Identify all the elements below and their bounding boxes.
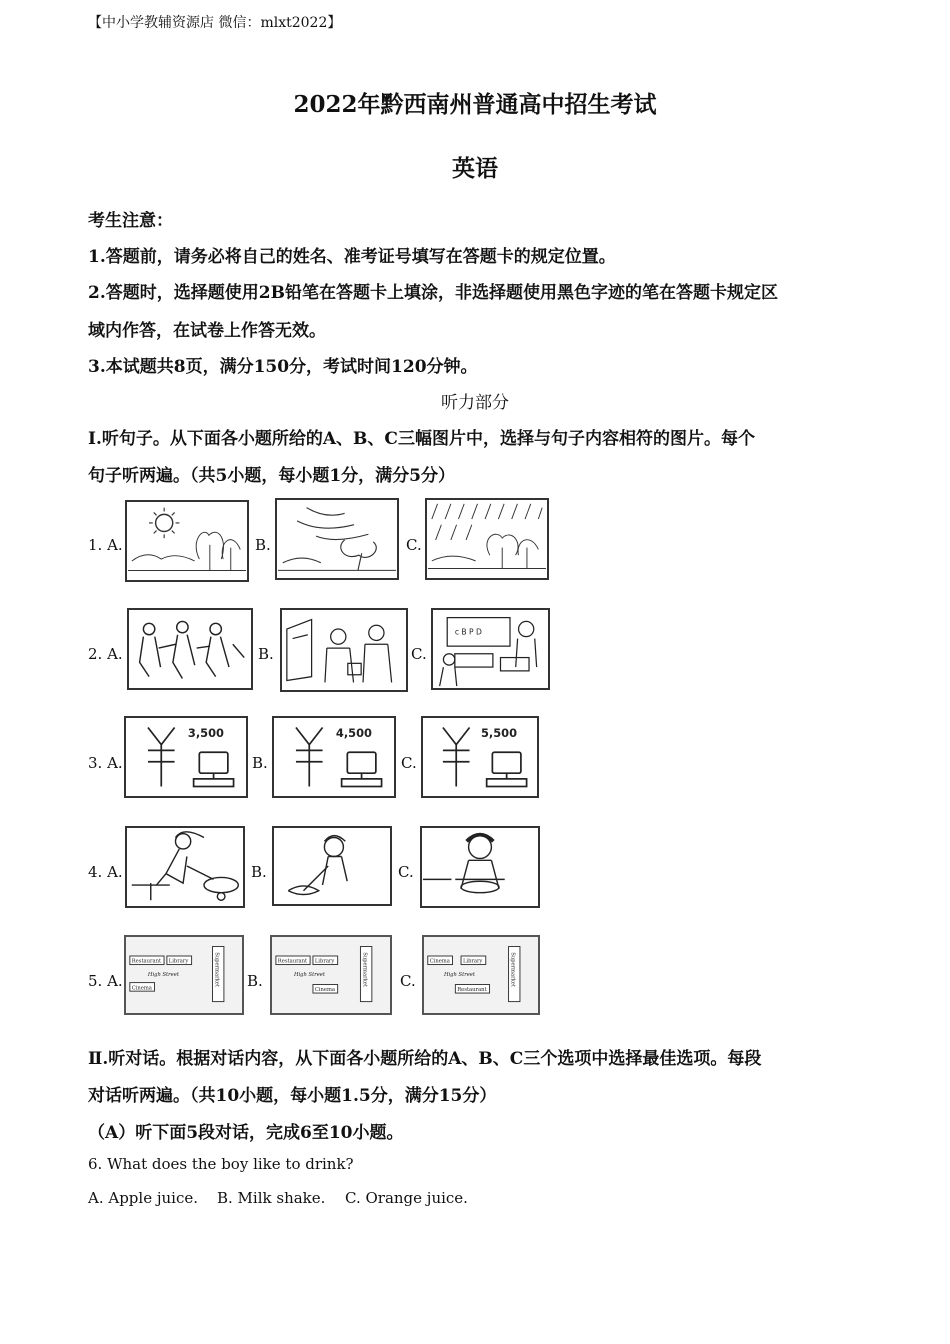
q5-c-building-2: Library [462, 958, 483, 965]
q4-picture-b [272, 826, 392, 906]
q2-picture-c [431, 608, 550, 690]
q5-map-c [422, 935, 540, 1015]
q2-label-a: 2. A. [88, 645, 123, 663]
q2-picture-b [280, 608, 408, 692]
notice-item-2-cont: 域内作答，在试卷上作答无效。 [88, 321, 326, 341]
q5-c-street: High Street [443, 971, 475, 978]
q1-label-a: 1. A. [88, 536, 123, 554]
q5-label-c: C. [400, 972, 416, 990]
q2-label-b: B. [258, 645, 274, 663]
q2-picture-a [127, 608, 253, 690]
q1-picture-b [275, 498, 399, 580]
q3-price-a: 3,500 [187, 726, 224, 741]
q4-label-c: C. [398, 863, 414, 881]
q5-a-street: High Street [147, 971, 179, 978]
q3-picture-c [421, 716, 539, 798]
q5-a-building-2: Library [168, 958, 189, 965]
notice-item-3: 3.本试题共8页，满分150分，考试时间120分钟。 [88, 357, 478, 377]
section2-part-a: （A）听下面5段对话，完成6至10小题。 [88, 1123, 404, 1143]
q1-picture-c [425, 498, 549, 580]
q1-picture-a [125, 500, 249, 582]
section2-instruction-1: Ⅱ.听对话。根据对话内容，从下面各小题所给的A、B、C三个选项中选择最佳选项。每段 [88, 1049, 762, 1069]
q4-picture-c [420, 826, 540, 908]
q4-label-b: B. [251, 863, 267, 881]
q5-a-building-1: Restaurant [131, 958, 162, 965]
q5-b-supermarket: Supermarket [361, 952, 368, 987]
q5-a-building-3: Cinema [131, 985, 152, 992]
svg-text:c B P D: c B P D [454, 627, 482, 637]
q5-c-supermarket: Supermarket [509, 952, 516, 987]
q5-label-b: B. [247, 972, 263, 990]
section1-instruction-2: 句子听两遍。（共5小题，每小题1分，满分5分） [88, 466, 455, 486]
q3-price-c: 5,500 [480, 726, 518, 741]
notice-heading: 考生注意： [88, 211, 173, 231]
q6-option-b: B. Milk shake. [217, 1189, 326, 1207]
page-header: 【中小学教辅资源店 微信：mlxt2022】 [88, 15, 342, 31]
q4-label-a: 4. A. [88, 863, 123, 881]
q3-label-a: 3. A. [88, 754, 123, 772]
q5-b-building-3: Cinema [314, 987, 336, 994]
q5-a-supermarket: Supermarket [213, 952, 220, 987]
q3-price-b: 4,500 [335, 726, 372, 741]
notice-item-2: 2.答题时，选择题使用2B铅笔在答题卡上填涂，非选择题使用黑色字迹的笔在答题卡规定区 [88, 283, 778, 303]
q6-option-a: A. Apple juice. [88, 1189, 199, 1207]
exam-title: 2022年黔西南州普通高中招生考试 [293, 91, 657, 118]
q3-label-b: B. [252, 754, 268, 772]
q2-label-c: C. [411, 645, 427, 663]
q5-c-building-1: Cinema [429, 958, 450, 965]
listening-title: 听力部分 [441, 393, 509, 413]
q5-label-a: 5. A. [88, 972, 123, 990]
exam-subject: 英语 [452, 155, 498, 182]
q5-b-building-2: Library [314, 958, 335, 965]
q3-label-c: C. [401, 754, 417, 772]
q3-picture-b [272, 716, 396, 798]
q3-picture-a [124, 716, 248, 798]
q1-label-b: B. [255, 536, 271, 554]
q1-label-c: C. [406, 536, 422, 554]
q5-b-street: High Street [293, 971, 325, 978]
q4-picture-a [125, 826, 245, 908]
section1-instruction-1: Ⅰ.听句子。从下面各小题所给的A、B、C三幅图片中，选择与句子内容相符的图片。每个 [88, 429, 755, 449]
q5-map-a [124, 935, 244, 1015]
q6-option-c: C. Orange juice. [345, 1189, 468, 1207]
q5-b-building-1: Restaurant [277, 958, 308, 965]
notice-item-1: 1.答题前，请务必将自己的姓名、准考证号填写在答题卡的规定位置。 [88, 247, 616, 267]
question-6: 6. What does the boy like to drink? [88, 1155, 354, 1173]
q5-c-building-3: Restaurant [457, 987, 487, 994]
section2-instruction-2: 对话听两遍。（共10小题，每小题1.5分，满分15分） [88, 1086, 497, 1106]
q5-map-b [270, 935, 392, 1015]
